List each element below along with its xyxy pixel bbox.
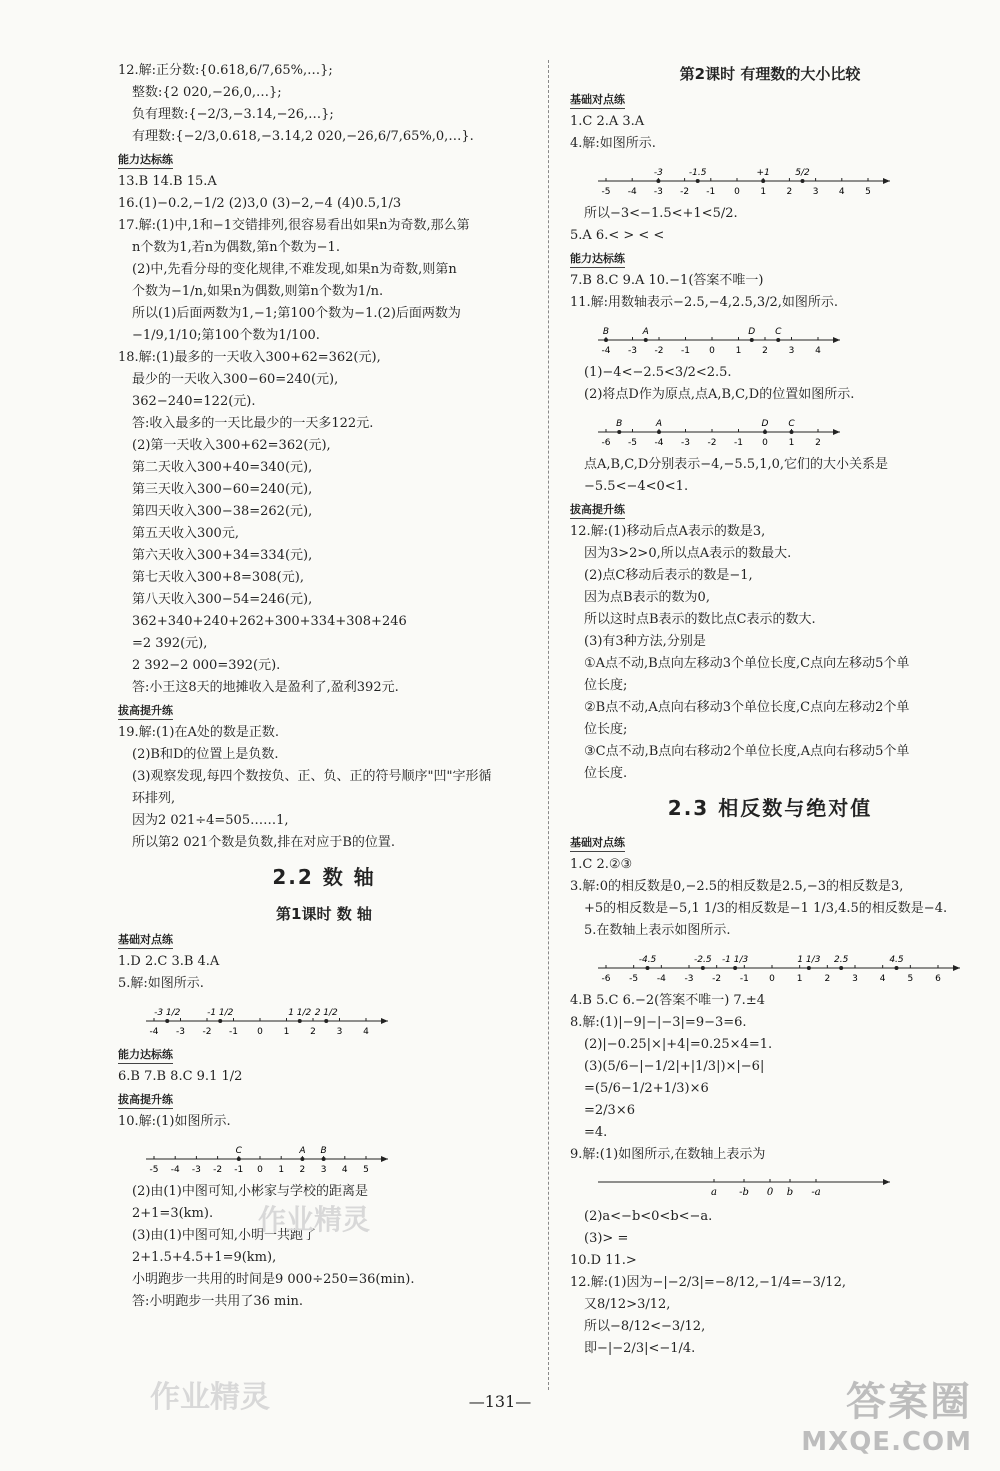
q12-line: 位长度.	[584, 766, 628, 781]
q17-line: n个数为1,若n为偶数,第n个数为−1.	[132, 240, 340, 255]
q18-line: 第八天收入300−54=246(元),	[132, 592, 313, 607]
point-label: -1.5	[688, 168, 707, 178]
tick-label: -2	[707, 438, 717, 448]
q17-line: −1/9,1/10;第100个数为1/100.	[132, 328, 320, 343]
point-label: 1 1/3	[797, 955, 821, 965]
tick-label: 5	[865, 187, 871, 197]
point-label: D	[761, 419, 769, 429]
answer-line: 11.解:用数轴表示−2.5,−4,2.5,3/2,如图所示.	[570, 295, 839, 310]
number-line-4	[594, 316, 844, 358]
point-dot	[656, 179, 660, 183]
point-label: +1	[756, 168, 770, 178]
point-dot	[776, 338, 780, 342]
number-line-1	[142, 997, 392, 1039]
q10-line: (3)由(1)中图可知,小明一共跑了	[132, 1228, 316, 1243]
answer-line: 13.B 14.B 15.A	[118, 174, 217, 189]
page-number: —131—	[468, 1392, 532, 1411]
tick-label: -4	[656, 974, 666, 984]
answer-line: 16.(1)−0.2,−1/2 (2)3,0 (3)−2,−4 (4)0.5,1/3	[118, 196, 402, 211]
point-dot	[324, 1019, 328, 1023]
point-label: 5/2	[795, 168, 810, 178]
point-label: b	[786, 1187, 794, 1198]
point-label: B	[616, 419, 623, 429]
axis-arrow	[381, 1156, 388, 1162]
tick-label: -4	[149, 1027, 159, 1037]
point-label: C	[775, 327, 782, 337]
q18-line: (2)第一天收入300+62=362(元),	[132, 438, 331, 453]
section-heading: 拔高提升练	[118, 1092, 173, 1109]
tick-label: 5	[363, 1165, 369, 1175]
q8-line: =(5/6−1/2+1/3)×6	[584, 1081, 709, 1096]
tick-label: 6	[935, 974, 941, 984]
tick-label: 3	[320, 1165, 327, 1175]
tick-label: -6	[601, 438, 611, 448]
tick-label: 0	[257, 1165, 263, 1175]
q18-line: 答:小王这8天的地摊收入是盈利了,盈利392元.	[132, 680, 399, 695]
tick-label: 2	[786, 187, 793, 197]
q12-line: (3)有3种方法,分别是	[584, 634, 706, 649]
tick-label: -1	[706, 187, 716, 197]
q10-line: 答:小明跑步一共用了36 min.	[132, 1294, 304, 1309]
answer-line: 1.D 2.C 3.B 4.A	[118, 954, 220, 969]
tick-label: 3	[852, 974, 858, 984]
chapter-heading: 2.3 相反数与绝对值	[667, 796, 873, 820]
tick-label: 0	[762, 438, 768, 448]
point-dot	[644, 338, 648, 342]
tick-label: 2	[762, 346, 768, 356]
q18-line: 答:收入最多的一天比最少的一天多122元.	[132, 416, 374, 431]
point-label: 1 1/2	[288, 1008, 312, 1018]
tick-label: 1	[735, 346, 742, 356]
point-dot	[617, 430, 621, 434]
point-label: 2 1/2	[314, 1008, 338, 1018]
tick-label: 3	[812, 187, 819, 197]
watermark-faint: 作业精灵	[258, 1203, 371, 1236]
answer-line: 5.解:如图所示.	[118, 976, 204, 991]
q17-line: (2)中,先看分母的变化规律,不难发现,如果n为奇数,则第n	[132, 262, 457, 277]
answer-line: 1.C 2.②③	[570, 857, 633, 872]
q19-line: 因为2 021÷4=505……1,	[132, 813, 289, 828]
q8-line: (3)(5/6−|−1/2|+|1/3|)×|−6|	[584, 1059, 765, 1074]
tick-label: 4	[838, 187, 845, 197]
q17-line: 17.解:(1)中,1和−1交错排列,很容易看出如果n为奇数,那么第	[118, 218, 470, 233]
number-line-7	[594, 1168, 894, 1202]
point-dot	[322, 1157, 326, 1161]
q19-line: (3)观察发现,每四个数按负、正、负、正的符号顺序"凹"字形循	[132, 769, 492, 784]
tick-label: 0	[257, 1027, 263, 1037]
point-dot	[300, 1157, 304, 1161]
section-heading: 拔高提升练	[570, 502, 625, 519]
tick-label: -4	[627, 187, 637, 197]
q18-line: 2 392−2 000=392(元).	[132, 658, 281, 673]
point-dot	[839, 966, 843, 970]
watermark-url: MXQE.COM	[801, 1427, 972, 1457]
tick-label: 0	[734, 187, 740, 197]
point-dot	[701, 966, 705, 970]
q10-line: 2+1.5+4.5+1=9(km),	[132, 1250, 277, 1265]
point-label: -3 1/2	[154, 1008, 181, 1018]
section-heading: 基础对点练	[570, 835, 625, 852]
tick-label: -5	[601, 187, 611, 197]
point-dot	[895, 966, 899, 970]
q17-line: 个数为−1/n,如果n为偶数,则第n个数为1/n.	[132, 284, 384, 299]
q11-line: (2)将点D作为原点,点A,B,C,D的位置如图所示.	[584, 387, 855, 402]
watermark-faint: 作业精灵	[150, 1380, 270, 1415]
tick-label: 4	[879, 974, 886, 984]
point-dot	[218, 1019, 222, 1023]
q12-line: 位长度;	[584, 678, 628, 693]
point-label: C	[235, 1146, 242, 1156]
tick-label: 1	[760, 187, 767, 197]
q12b-line: 所以−8/12<−3/12,	[584, 1319, 706, 1334]
q12-line: 有理数:{−2/3,0.618,−3.14,2 020,−26,6/7,65%,0,…}.	[132, 129, 474, 144]
q12-line: 位长度;	[584, 722, 628, 737]
tick-label: 1	[278, 1165, 285, 1175]
lesson-heading: 第2课时 有理数的大小比较	[679, 65, 861, 83]
tick-label: 3	[788, 346, 795, 356]
point-label: -a	[811, 1187, 821, 1198]
q18-line: 第五天收入300元,	[132, 526, 239, 541]
q11-line: −5.5<−4<0<1.	[584, 479, 689, 494]
left-column	[118, 60, 530, 1313]
q18-line: 第二天收入300+40=340(元),	[132, 460, 313, 475]
tick-label: 1	[796, 974, 803, 984]
section-heading: 能力达标练	[570, 251, 625, 268]
point-label: -b	[739, 1187, 749, 1198]
tick-label: -3	[191, 1165, 201, 1175]
point-label: a	[711, 1187, 717, 1198]
q12-line: 负有理数:{−2/3,−3.14,−26,…};	[132, 107, 334, 122]
number-line-5	[594, 408, 844, 450]
q8-line: (2)|−0.25|×|+4|=0.25×4=1.	[584, 1037, 773, 1052]
q10-line: 2+1=3(km).	[132, 1206, 214, 1221]
point-dot	[237, 1157, 241, 1161]
section-heading: 基础对点练	[118, 932, 173, 949]
tick-label: 3	[336, 1027, 343, 1037]
tick-label: -1	[681, 346, 690, 356]
point-dot	[801, 179, 805, 183]
tick-label: -1	[734, 438, 743, 448]
point-dot	[750, 338, 754, 342]
point-dot	[165, 1019, 169, 1023]
right-column	[570, 60, 970, 1360]
tick-label: -5	[629, 974, 639, 984]
section-heading: 基础对点练	[570, 92, 625, 109]
q9-line: (2)a<−b<0<b<−a.	[584, 1209, 713, 1224]
section-heading: 能力达标练	[118, 1047, 173, 1064]
tick-label: 5	[907, 974, 914, 984]
point-label: -1 1/2	[207, 1008, 234, 1018]
q8-line: =2/3×6	[584, 1103, 635, 1118]
q12-line: 12.解:(1)移动后点A表示的数是3,	[570, 524, 766, 539]
tick-label: -3	[176, 1027, 185, 1037]
section-heading: 拔高提升练	[118, 703, 173, 720]
tick-label: 4	[815, 346, 821, 356]
q3-line: 3.解:0的相反数是0,−2.5的相反数是2.5,−3的相反数是3,	[570, 879, 904, 894]
q18-line: 18.解:(1)最多的一天收入300+62=362(元),	[118, 350, 381, 365]
tick-label: 0	[709, 346, 715, 356]
axis-arrow	[833, 337, 840, 343]
point-dot	[733, 966, 737, 970]
answer-line: 9.解:(1)如图所示,在数轴上表示为	[570, 1147, 766, 1162]
tick-label: 1	[283, 1027, 290, 1037]
answer-line: 10.解:(1)如图所示.	[118, 1114, 231, 1129]
axis-arrow	[883, 178, 890, 184]
q12b-line: 12.解:(1)因为−|−2/3|=−8/12,−1/4=−3/12,	[570, 1275, 846, 1290]
point-dot	[298, 1019, 302, 1023]
tick-label: 1	[788, 438, 795, 448]
tick-label: 4	[341, 1165, 348, 1175]
tick-label: 4	[363, 1027, 369, 1037]
answer-line: 所以−3<−1.5<+1<5/2.	[584, 206, 738, 221]
number-line-6	[594, 944, 964, 986]
answer-line: 1.C 2.A 3.A	[570, 114, 645, 129]
q12-line: 12.解:正分数:{0.618,6/7,65%,…};	[118, 63, 333, 78]
tick-label: -4	[601, 346, 611, 356]
point-label: B	[320, 1146, 327, 1156]
answer-line: 5.A 6.< > < <	[570, 228, 665, 243]
axis-arrow	[953, 965, 960, 971]
tick-label: -1	[739, 974, 749, 984]
q12-line: 所以这时点B表示的数比点C表示的数大.	[584, 612, 816, 627]
watermark-brand: 答案圈	[846, 1379, 972, 1425]
q18-line: 362+340+240+262+300+334+308+246	[132, 614, 407, 629]
q18-line: 最少的一天收入300−60=240(元),	[132, 372, 339, 387]
point-label: -2.5	[694, 955, 712, 965]
point-label: A	[299, 1146, 306, 1156]
point-label: B	[602, 327, 610, 337]
q11-line: (1)−4<−2.5<3/2<2.5.	[584, 365, 732, 380]
q8-line: =4.	[584, 1125, 608, 1140]
q12-line: 因为3>2>0,所以点A表示的数最大.	[584, 546, 792, 561]
point-dot	[604, 338, 608, 342]
tick-label: -2	[680, 187, 690, 197]
point-label: 4.5	[889, 955, 904, 965]
answer-line: 10.D 11.>	[570, 1253, 637, 1268]
tick-label: -2	[654, 346, 664, 356]
tick-label: -5	[628, 438, 637, 448]
point-dot	[696, 179, 700, 183]
point-dot	[657, 430, 661, 434]
point-label: A	[642, 327, 649, 337]
point-label: -1 1/3	[721, 955, 749, 965]
q19-line: 19.解:(1)在A处的数是正数.	[118, 725, 279, 740]
number-line-2	[142, 1135, 392, 1177]
tick-label: 2	[310, 1027, 316, 1037]
tick-label: -3	[684, 974, 694, 984]
tick-label: 2	[824, 974, 831, 984]
q18-line: 第六天收入300+34=334(元),	[132, 548, 313, 563]
q18-line: 第三天收入300−60=240(元),	[132, 482, 313, 497]
point-label: D	[748, 327, 756, 337]
section-heading: 能力达标练	[118, 152, 173, 169]
tick-label: -4	[654, 438, 664, 448]
answer-line: 4.解:如图所示.	[570, 136, 656, 151]
tick-label: -2	[202, 1027, 212, 1037]
q10-line: (2)由(1)中图可知,小彬家与学校的距离是	[132, 1184, 368, 1199]
q18-line: 362−240=122(元).	[132, 394, 256, 409]
q9-line: (3)> =	[584, 1231, 629, 1246]
q18-line: 第七天收入300+8=308(元),	[132, 570, 304, 585]
tick-label: -2	[213, 1165, 223, 1175]
point-dot	[790, 430, 794, 434]
q12b-line: 即−|−2/3|<−1/4.	[584, 1341, 696, 1356]
q11-line: 点A,B,C,D分别表示−4,−5.5,1,0,它们的大小关系是	[584, 457, 889, 472]
point-dot	[646, 966, 650, 970]
q12-line: 因为点B表示的数为0,	[584, 590, 710, 605]
q3-line: +5的相反数是−5,1 1/3的相反数是−1 1/3,4.5的相反数是−4.	[584, 901, 948, 916]
q12-line: (2)点C移动后表示的数是−1,	[584, 568, 753, 583]
q18-line: 第四天收入300−38=262(元),	[132, 504, 313, 519]
tick-label: -4	[170, 1165, 180, 1175]
point-label: -3	[653, 168, 663, 178]
column-divider	[548, 60, 549, 1390]
q18-line: =2 392(元),	[132, 636, 208, 651]
q12-line: ②B点不动,A点向右移动3个单位长度,C点向左移动2个单	[584, 700, 910, 715]
point-label: 0	[766, 1187, 774, 1198]
tick-label: -3	[653, 187, 663, 197]
q12-line: ①A点不动,B点向左移动3个单位长度,C点向左移动5个单	[584, 656, 910, 671]
point-label: 2.5	[834, 955, 849, 965]
q12-line: ③C点不动,B点向右移动2个单位长度,A点向右移动5个单	[584, 744, 910, 759]
point-label: -4.5	[638, 955, 657, 965]
answer-line: 5.在数轴上表示如图所示.	[584, 923, 731, 938]
tick-label: 2	[299, 1165, 306, 1175]
q19-line: (2)B和D的位置上是负数.	[132, 747, 279, 762]
q10-line: 小明跑步一共用的时间是9 000÷250=36(min).	[132, 1272, 415, 1287]
point-dot	[763, 430, 767, 434]
chapter-heading: 2.2 数 轴	[272, 865, 376, 889]
q19-line: 环排列,	[132, 791, 176, 806]
axis-arrow	[381, 1018, 388, 1024]
q12-line: 整数:{2 020,−26,0,…};	[132, 85, 282, 100]
point-dot	[807, 966, 811, 970]
tick-label: -5	[149, 1165, 159, 1175]
answer-line: 6.B 7.B 8.C 9.1 1/2	[118, 1069, 243, 1084]
tick-label: -2	[712, 974, 722, 984]
tick-label: 2	[815, 438, 821, 448]
tick-label: -6	[601, 974, 611, 984]
point-label: A	[655, 419, 663, 429]
tick-label: -1	[234, 1165, 244, 1175]
answer-line: 4.B 5.C 6.−2(答案不唯一) 7.±4	[570, 993, 765, 1008]
q8-line: 8.解:(1)|−9|−|−3|=9−3=6.	[570, 1015, 747, 1030]
tick-label: -1	[229, 1027, 238, 1037]
watermark-logo	[801, 1370, 972, 1457]
axis-arrow	[833, 429, 840, 435]
q17-line: 所以(1)后面两数为1,−1;第100个数为−1.(2)后面两数为	[132, 306, 461, 321]
point-dot	[761, 179, 765, 183]
tick-label: -3	[681, 438, 690, 448]
q19-line: 所以第2 021个数是负数,排在对应于B的位置.	[132, 835, 396, 850]
answer-line: 7.B 8.C 9.A 10.−1(答案不唯一)	[570, 273, 764, 288]
point-label: C	[788, 419, 795, 429]
tick-label: 0	[769, 974, 775, 984]
lesson-heading: 第1课时 数 轴	[276, 905, 372, 923]
number-line-3	[594, 157, 894, 199]
q12b-line: 又8/12>3/12,	[584, 1297, 671, 1312]
axis-arrow	[883, 1179, 890, 1185]
tick-label: -3	[628, 346, 637, 356]
